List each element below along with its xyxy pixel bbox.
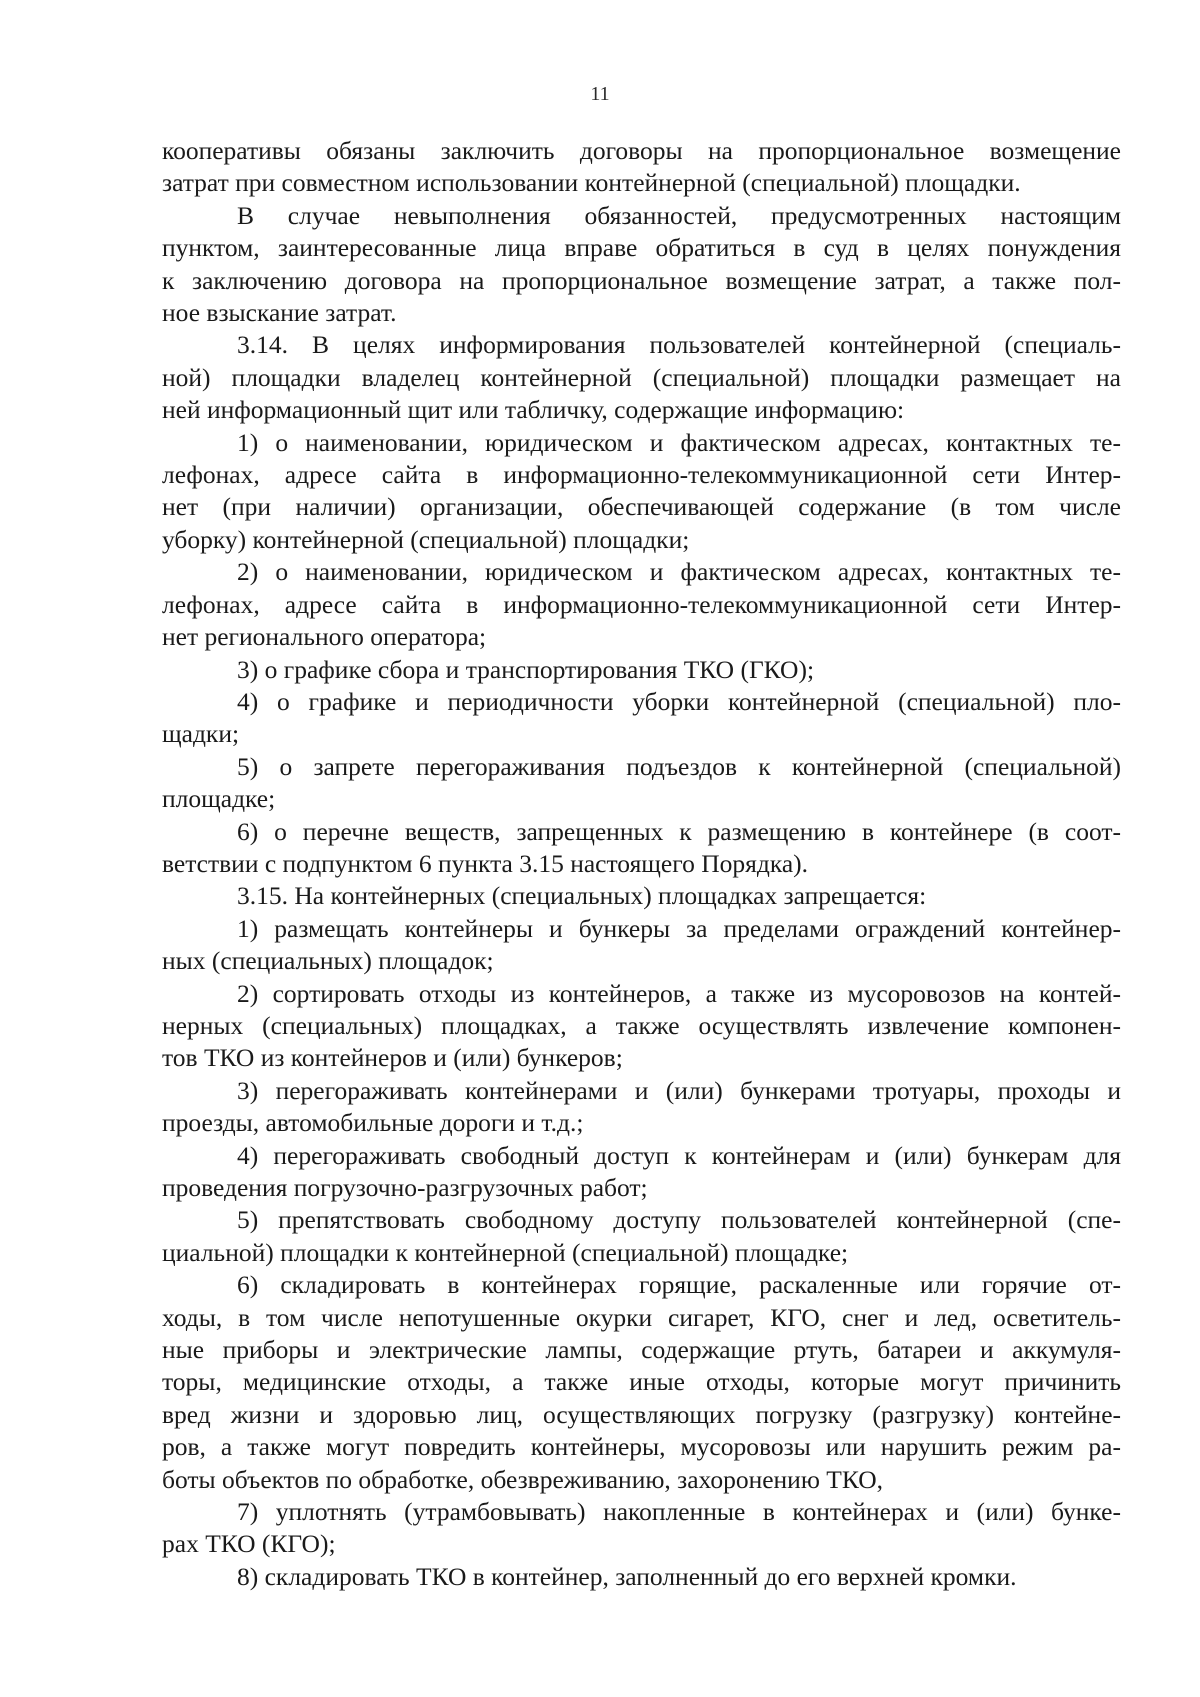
text-line: 6) о перечне веществ, запрещенных к размещению в контейнере (в соот- [237, 816, 1121, 846]
text-line: боты объектов по обработке, обезвреживанию, захоронению ТКО, [162, 1464, 883, 1494]
text-line: 1) размещать контейнеры и бункеры за пределами ограждений контейнер- [237, 913, 1121, 943]
text-line: 4) о графике и периодичности уборки контейнерной (специальной) пло- [237, 686, 1121, 716]
text-line: 1) о наименовании, юридическом и фактическом адресах, контактных те- [237, 427, 1121, 457]
text-line: нерных (специальных) площадках, а также осуществлять извлечение компонен- [162, 1010, 1121, 1040]
text-line: ветствии с подпунктом 6 пункта 3.15 настоящего Порядка). [162, 848, 809, 878]
text-line: вред жизни и здоровью лиц, осуществляющих погрузку (разгрузку) контейне- [162, 1399, 1121, 1429]
text-line: 2) о наименовании, юридическом и фактическом адресах, контактных те- [237, 557, 1121, 587]
text-line: уборку) контейнерной (специальной) площадки; [162, 524, 690, 554]
text-line: к заключению договора на пропорциональное возмещение затрат, а также пол- [162, 265, 1121, 295]
page-number: 11 [590, 83, 610, 105]
text-line: ных (специальных) площадок; [162, 946, 494, 976]
text-line: нет регионального оператора; [162, 622, 487, 652]
paragraph [162, 200, 1121, 330]
text-line: 6) складировать в контейнерах горящие, раскаленные или горячие от- [237, 1270, 1121, 1300]
paragraph [162, 880, 1121, 912]
text-line: 4) перегораживать свободный доступ к контейнерам и (или) бункерам для [237, 1140, 1121, 1170]
text-line: тов ТКО из контейнеров и (или) бункеров; [162, 1043, 623, 1073]
text-line: циальной) площадки к контейнерной (специальной) площадке; [162, 1237, 849, 1267]
paragraph [162, 654, 1121, 686]
paragraph [162, 1496, 1121, 1561]
text-line: пунктом, заинтересованные лица вправе обратиться в суд в целях понуждения [162, 233, 1121, 263]
paragraph [162, 978, 1121, 1075]
text-line: 3) о графике сбора и транспортирования ТКО (ГКО); [237, 654, 815, 684]
text-line: ные приборы и электрические лампы, содержащие ртуть, батареи и аккумуля- [162, 1335, 1121, 1365]
text-line: В случае невыполнения обязанностей, предусмотренных настоящим [237, 200, 1121, 230]
document-body [162, 135, 1121, 1593]
paragraph [162, 1269, 1121, 1496]
text-line: проведения погрузочно-разгрузочных работ; [162, 1173, 648, 1202]
text-line: ней информационный щит или табличку, содержащие информацию: [162, 395, 905, 425]
paragraph [162, 686, 1121, 751]
text-line: рах ТКО (КГО); [162, 1529, 336, 1559]
text-line: площадке; [162, 784, 276, 814]
paragraph [162, 913, 1121, 978]
text-line: щадки; [162, 719, 240, 749]
text-line: 2) сортировать отходы из контейнеров, а также из мусоровозов на контей- [237, 978, 1121, 1008]
text-line: ров, а также могут повредить контейнеры, мусоровозы или нарушить режим ра- [162, 1432, 1121, 1462]
text-line: 3.14. В целях информирования пользователей контейнерной (специаль- [237, 330, 1121, 360]
text-line: 5) препятствовать свободному доступу пользователей контейнерной (спе- [237, 1205, 1121, 1235]
text-line: ходы, в том числе непотушенные окурки сигарет, КГО, снег и лед, осветитель- [162, 1302, 1121, 1332]
text-line: торы, медицинские отходы, а также иные отходы, которые могут причинить [162, 1367, 1121, 1397]
text-line: кооперативы обязаны заключить договоры на пропорциональное возмещение [162, 136, 1121, 165]
paragraph [162, 751, 1121, 816]
paragraph [162, 135, 1121, 200]
text-line: затрат при совместном использовании контейнерной (специальной) площадки. [162, 168, 1021, 198]
paragraph [162, 329, 1121, 426]
text-line: 5) о запрете перегораживания подъездов к контейнерной (специальной) [237, 751, 1121, 781]
text-line: ной) площадки владелец контейнерной (специальной) площадки размещает на [162, 362, 1121, 392]
paragraph [162, 1204, 1121, 1269]
text-line: нет (при наличии) организации, обеспечивающей содержание (в том числе [162, 492, 1121, 522]
paragraph [162, 556, 1121, 653]
text-line: 8) складировать ТКО в контейнер, заполненный до его верхней кромки. [237, 1561, 1017, 1591]
paragraph [162, 1561, 1121, 1593]
text-line: 7) уплотнять (утрамбовывать) накопленные в контейнерах и (или) бунке- [237, 1497, 1121, 1527]
paragraph [162, 1075, 1121, 1140]
text-line: 3.15. На контейнерных (специальных) площадках запрещается: [237, 881, 927, 911]
text-line: 3) перегораживать контейнерами и (или) бункерами тротуары, проходы и [237, 1075, 1121, 1105]
text-line: лефонах, адресе сайта в информационно-телекоммуникационной сети Интер- [162, 460, 1121, 490]
paragraph [162, 816, 1121, 881]
text-line: ное взыскание затрат. [162, 298, 397, 328]
text-line: лефонах, адресе сайта в информационно-телекоммуникационной сети Интер- [162, 589, 1121, 619]
text-line: проезды, автомобильные дороги и т.д.; [162, 1108, 584, 1138]
paragraph [162, 1140, 1121, 1205]
paragraph [162, 427, 1121, 557]
